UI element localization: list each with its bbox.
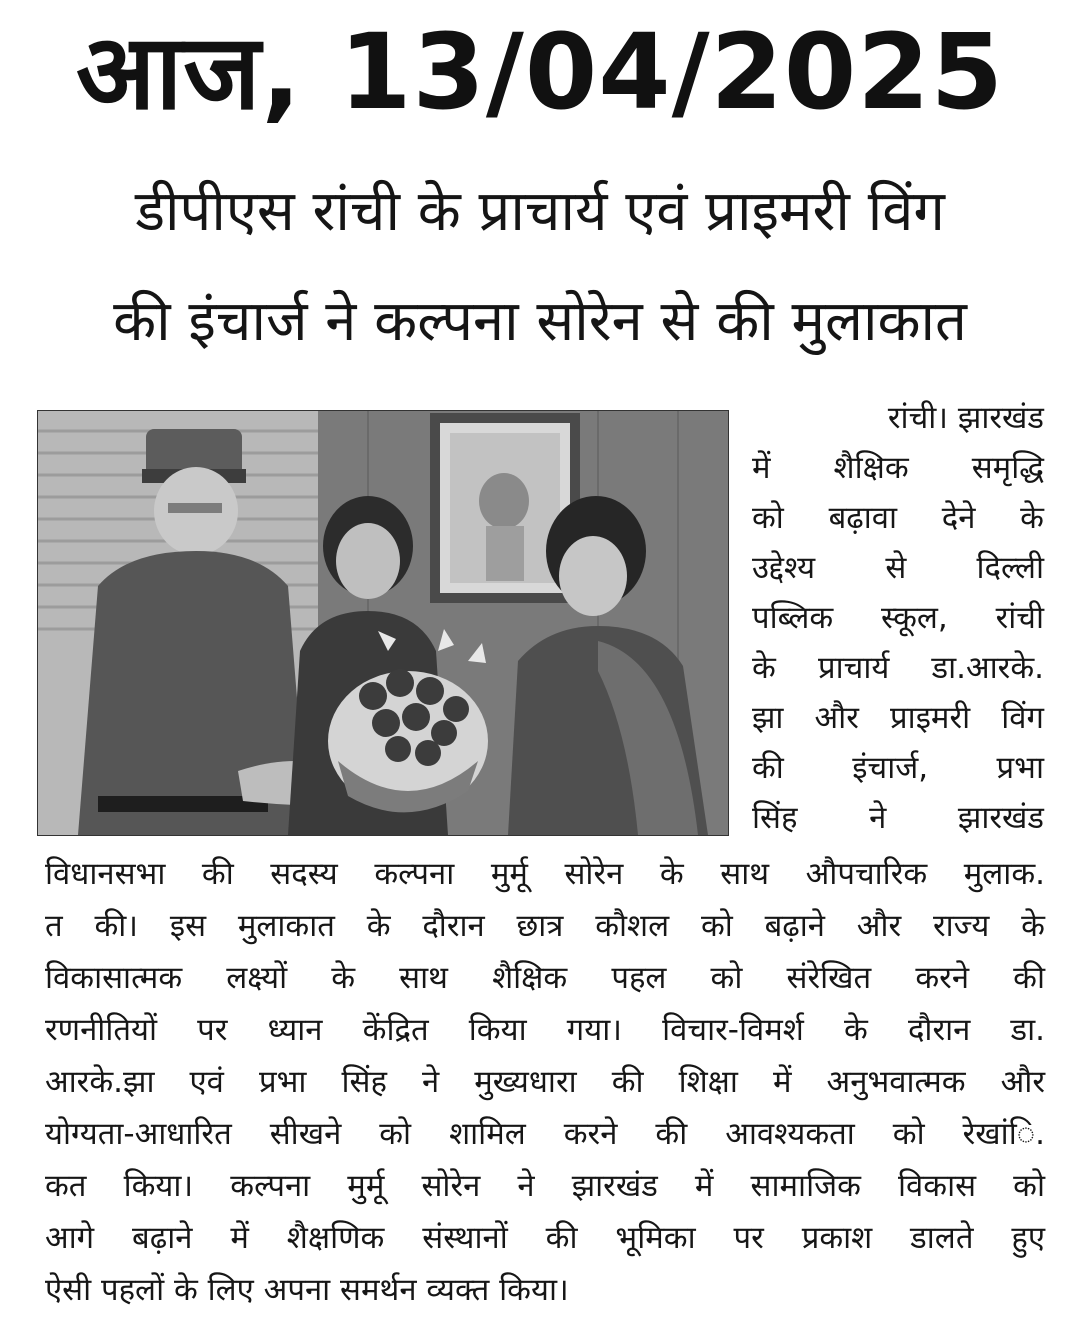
side-line: झा और प्राइमरी विंग — [752, 700, 1044, 736]
news-photo — [37, 410, 729, 836]
side-line: पब्लिक स्कूल, रांची — [752, 600, 1044, 636]
side-line: के प्राचार्य डा.आरके. — [752, 650, 1044, 686]
body-line: रणनीतियों पर ध्यान केंद्रित किया गया। विचार-विमर्श के दौरान डा. — [45, 1012, 1045, 1048]
body-line: आगे बढ़ाने में शैक्षणिक संस्थानों की भूमिका पर प्रकाश डालते हुए — [45, 1220, 1045, 1256]
side-line: में शैक्षिक समृद्धि — [752, 450, 1044, 486]
side-line: की इंचार्ज, प्रभा — [752, 750, 1044, 786]
side-line: को बढ़ावा देने के — [752, 500, 1044, 536]
side-line: रांची। झारखंड — [887, 400, 1044, 436]
body-line: त की। इस मुलाकात के दौरान छात्र कौशल को बढ़ाने और राज्य के — [45, 908, 1045, 944]
masthead-newspaper-date: आज, 13/04/2025 — [75, 11, 1005, 133]
side-line: सिंह ने झारखंड — [752, 800, 1044, 836]
body-line: आरके.झा एवं प्रभा सिंह ने मुख्यधारा की शिक्षा में अनुभवात्मक और — [45, 1064, 1045, 1100]
body-line: विकासात्मक लक्ष्यों के साथ शैक्षिक पहल को संरेखित करने की — [45, 960, 1045, 996]
body-line: योग्यता-आधारित सीखने को शामिल करने की आवश्यकता को रेखांि. — [45, 1116, 1045, 1152]
body-line: विधानसभा की सदस्य कल्पना मुर्मू सोरेन के साथ औपचारिक मुलाक. — [45, 856, 1045, 892]
side-line: उद्देश्य से दिल्ली — [752, 550, 1044, 586]
body-line: कत किया। कल्पना मुर्मू सोरेन ने झारखंड में सामाजिक विकास को — [45, 1168, 1045, 1204]
article-body — [45, 848, 1045, 1316]
article-side-column — [752, 393, 1044, 843]
headline-line-2: की इंचार्ज ने कल्पना सोरेन से की मुलाकात — [113, 289, 967, 354]
body-line: ऐसी पहलों के लिए अपना समर्थन व्यक्त किया। — [45, 1272, 569, 1308]
headline-line-1: डीपीएस रांची के प्राचार्य एवं प्राइमरी विंग — [135, 179, 945, 244]
